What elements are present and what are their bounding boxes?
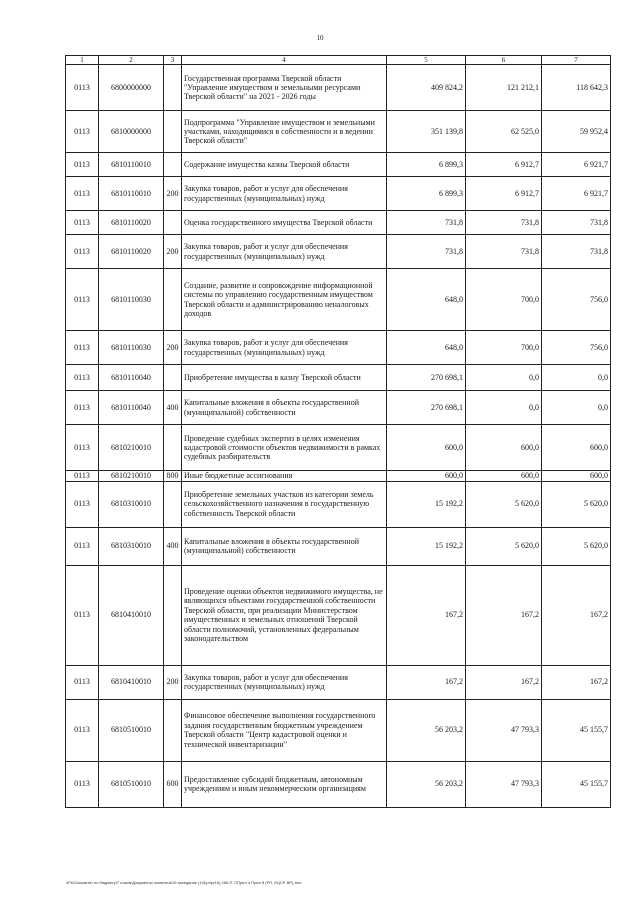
amount-2022-cell: 121 212,1 xyxy=(466,65,542,111)
amount-2021-cell: 351 139,8 xyxy=(387,111,466,153)
item-name-cell: Создание, развитие и сопровождение информационной системы по управлению государственным имуществом Тверской области и администрированию неналоговых доходов xyxy=(182,269,387,331)
target-code-cell: 6810110020 xyxy=(99,235,164,269)
column-header: 4 xyxy=(182,56,387,65)
table-row xyxy=(66,177,611,211)
amount-2021-cell: 6 899,3 xyxy=(387,177,466,211)
amount-2022-cell: 600,0 xyxy=(466,425,542,471)
amount-2021-cell: 409 824,2 xyxy=(387,65,466,111)
item-name-cell: Капитальные вложения в объекты государственной (муниципальной) собственности xyxy=(182,527,387,565)
target-code-cell: 6810210010 xyxy=(99,471,164,481)
amount-2021-cell: 600,0 xyxy=(387,425,466,471)
expense-type-cell: 800 xyxy=(164,471,182,481)
amount-2022-cell: 47 793,3 xyxy=(466,699,542,761)
table-row xyxy=(66,235,611,269)
section-cell: 0113 xyxy=(66,211,99,235)
target-code-cell: 6810310010 xyxy=(99,527,164,565)
table-row xyxy=(66,565,611,665)
amount-2023-cell: 600,0 xyxy=(542,471,611,481)
amount-2023-cell: 600,0 xyxy=(542,425,611,471)
amount-2022-cell: 700,0 xyxy=(466,331,542,365)
amount-2021-cell: 56 203,2 xyxy=(387,699,466,761)
item-name-cell: Оценка государственного имущества Тверской области xyxy=(182,211,387,235)
item-name-cell: Закупка товаров, работ и услуг для обеспечения государственных (муниципальных) нужд xyxy=(182,235,387,269)
item-name-cell: Финансовое обеспечение выполнения государственного задания государственным бюджетным учреждением Тверской области "Центр кадастровой оценки и технической инвентаризации" xyxy=(182,699,387,761)
section-cell: 0113 xyxy=(66,65,99,111)
expense-type-cell xyxy=(164,65,182,111)
target-code-cell: 6810110030 xyxy=(99,331,164,365)
amount-2022-cell: 5 620,0 xyxy=(466,481,542,527)
column-number-row xyxy=(66,56,611,65)
amount-2023-cell: 6 921,7 xyxy=(542,153,611,177)
target-code-cell: 6810110040 xyxy=(99,391,164,425)
table-row xyxy=(66,699,611,761)
amount-2023-cell: 0,0 xyxy=(542,365,611,391)
item-name-cell: Проведение оценки объектов недвижимого имущества, не являющихся объектами государственной собственности Тверской области, при реализации Министерством имущественных и земельных отношений Тверской области полномочий, установленных федеральным законодательством xyxy=(182,565,387,665)
section-cell: 0113 xyxy=(66,425,99,471)
section-cell: 0113 xyxy=(66,761,99,807)
target-code-cell: 6810110020 xyxy=(99,211,164,235)
expense-type-cell: 200 xyxy=(164,177,182,211)
section-cell: 0113 xyxy=(66,665,99,699)
amount-2022-cell: 0,0 xyxy=(466,365,542,391)
expense-type-cell: 400 xyxy=(164,391,182,425)
section-cell: 0113 xyxy=(66,331,99,365)
page-number: 10 xyxy=(316,34,324,42)
target-code-cell: 6810110030 xyxy=(99,269,164,331)
column-header: 6 xyxy=(466,56,542,65)
amount-2021-cell: 167,2 xyxy=(387,665,466,699)
expense-type-cell: 600 xyxy=(164,761,182,807)
target-code-cell: 6810410010 xyxy=(99,665,164,699)
target-code-cell: 6810310010 xyxy=(99,481,164,527)
section-cell: 0113 xyxy=(66,235,99,269)
item-name-cell: Иные бюджетные ассигнования xyxy=(182,471,387,481)
table-row xyxy=(66,471,611,481)
amount-2022-cell: 700,0 xyxy=(466,269,542,331)
target-code-cell: 6810110010 xyxy=(99,177,164,211)
section-cell: 0113 xyxy=(66,527,99,565)
amount-2023-cell: 731,8 xyxy=(542,211,611,235)
table-row xyxy=(66,481,611,527)
table-row xyxy=(66,211,611,235)
amount-2023-cell: 167,2 xyxy=(542,665,611,699)
amount-2023-cell: 731,8 xyxy=(542,235,611,269)
amount-2023-cell: 45 155,7 xyxy=(542,761,611,807)
column-header: 2 xyxy=(99,56,164,65)
item-name-cell: Проведение судебных экспертиз в целях изменения кадастровой стоимости объектов недвижимости в рамках судебных разбирательств xyxy=(182,425,387,471)
amount-2023-cell: 0,0 xyxy=(542,391,611,425)
item-name-cell: Государственная программа Тверской области "Управление имуществом и земельными ресурсами Тверской области" на 2021 - 2026 годы xyxy=(182,65,387,111)
amount-2023-cell: 5 620,0 xyxy=(542,481,611,527)
target-code-cell: 6810210010 xyxy=(99,425,164,471)
amount-2021-cell: 167,2 xyxy=(387,565,466,665)
item-name-cell: Предоставление субсидий бюджетным, автономным учреждениям и иным некоммерческим организациям xyxy=(182,761,387,807)
target-code-cell: 6810000000 xyxy=(99,111,164,153)
amount-2021-cell: 600,0 xyxy=(387,471,466,481)
expense-type-cell: 400 xyxy=(164,527,182,565)
table-body xyxy=(66,65,611,807)
target-code-cell: 6810410010 xyxy=(99,565,164,665)
target-code-cell: 6810510010 xyxy=(99,761,164,807)
amount-2021-cell: 56 203,2 xyxy=(387,761,466,807)
amount-2022-cell: 731,8 xyxy=(466,211,542,235)
table-row xyxy=(66,65,611,111)
expense-type-cell xyxy=(164,365,182,391)
target-code-cell: 6810510010 xyxy=(99,699,164,761)
table-row xyxy=(66,425,611,471)
expense-type-cell: 200 xyxy=(164,235,182,269)
expense-type-cell xyxy=(164,269,182,331)
section-cell: 0113 xyxy=(66,177,99,211)
amount-2023-cell: 59 952,4 xyxy=(542,111,611,153)
amount-2022-cell: 6 912,7 xyxy=(466,177,542,211)
column-header: 1 xyxy=(66,56,99,65)
table-row xyxy=(66,665,611,699)
table-row xyxy=(66,761,611,807)
amount-2023-cell: 118 642,3 xyxy=(542,65,611,111)
amount-2021-cell: 648,0 xyxy=(387,269,466,331)
amount-2021-cell: 648,0 xyxy=(387,331,466,365)
amount-2022-cell: 47 793,3 xyxy=(466,761,542,807)
amount-2022-cell: 167,2 xyxy=(466,565,542,665)
amount-2021-cell: 270 698,1 xyxy=(387,365,466,391)
table-row xyxy=(66,527,611,565)
section-cell: 0113 xyxy=(66,471,99,481)
item-name-cell: Содержание имущества казны Тверской области xyxy=(182,153,387,177)
budget-table xyxy=(65,55,611,808)
expense-type-cell xyxy=(164,699,182,761)
amount-2022-cell: 62 525,0 xyxy=(466,111,542,153)
table-row xyxy=(66,111,611,153)
amount-2022-cell: 0,0 xyxy=(466,391,542,425)
amount-2023-cell: 45 155,7 xyxy=(542,699,611,761)
item-name-cell: Приобретение земельных участков из категории земель сельскохозяйственного назначения в государственную собственность Тверской области xyxy=(182,481,387,527)
expense-type-cell xyxy=(164,211,182,235)
table-row xyxy=(66,365,611,391)
table-row xyxy=(66,391,611,425)
amount-2021-cell: 6 899,3 xyxy=(387,153,466,177)
amount-2022-cell: 731,8 xyxy=(466,235,542,269)
column-header: 5 xyxy=(387,56,466,65)
amount-2021-cell: 731,8 xyxy=(387,235,466,269)
amount-2022-cell: 5 620,0 xyxy=(466,527,542,565)
section-cell: 0113 xyxy=(66,391,99,425)
column-header: 3 xyxy=(164,56,182,65)
amount-2022-cell: 167,2 xyxy=(466,665,542,699)
section-cell: 0113 xyxy=(66,481,99,527)
amount-2022-cell: 600,0 xyxy=(466,471,542,481)
section-cell: 0113 xyxy=(66,111,99,153)
expense-type-cell xyxy=(164,111,182,153)
amount-2023-cell: 756,0 xyxy=(542,331,611,365)
amount-2021-cell: 15 192,2 xyxy=(387,527,466,565)
target-code-cell: 6810110040 xyxy=(99,365,164,391)
amount-2021-cell: 15 192,2 xyxy=(387,481,466,527)
expense-type-cell xyxy=(164,481,182,527)
target-code-cell: 6810110010 xyxy=(99,153,164,177)
section-cell: 0113 xyxy=(66,565,99,665)
table-row xyxy=(66,153,611,177)
expense-type-cell xyxy=(164,565,182,665)
amount-2023-cell: 6 921,7 xyxy=(542,177,611,211)
section-cell: 0113 xyxy=(66,269,99,331)
item-name-cell: Приобретение имущества в казну Тверской области xyxy=(182,365,387,391)
table-row xyxy=(66,269,611,331)
item-name-cell: Закупка товаров, работ и услуг для обеспечения государственных (муниципальных) нужд xyxy=(182,177,387,211)
item-name-cell: Закупка товаров, работ и услуг для обеспечения государственных (муниципальных) нужд xyxy=(182,331,387,365)
section-cell: 0113 xyxy=(66,153,99,177)
column-header: 7 xyxy=(542,56,611,65)
amount-2021-cell: 731,8 xyxy=(387,211,466,235)
file-path-footer: \\Fs01\комитет по бюджету\7 созыв\Документы комитета\16 заседание (10)\pr\pr16) 265-П-7\Прил 4 Прил 8 (РП, КЦСР, ВР).xlsx xyxy=(66,880,302,885)
section-cell: 0113 xyxy=(66,699,99,761)
table-row xyxy=(66,331,611,365)
amount-2022-cell: 6 912,7 xyxy=(466,153,542,177)
item-name-cell: Подпрограмма "Управление имуществом и земельными участками, находящимися в собственности и в ведении Тверской области" xyxy=(182,111,387,153)
amount-2021-cell: 270 698,1 xyxy=(387,391,466,425)
item-name-cell: Закупка товаров, работ и услуг для обеспечения государственных (муниципальных) нужд xyxy=(182,665,387,699)
expense-type-cell xyxy=(164,425,182,471)
target-code-cell: 6800000000 xyxy=(99,65,164,111)
amount-2023-cell: 756,0 xyxy=(542,269,611,331)
amount-2023-cell: 167,2 xyxy=(542,565,611,665)
section-cell: 0113 xyxy=(66,365,99,391)
item-name-cell: Капитальные вложения в объекты государственной (муниципальной) собственности xyxy=(182,391,387,425)
amount-2023-cell: 5 620,0 xyxy=(542,527,611,565)
expense-type-cell: 200 xyxy=(164,665,182,699)
expense-type-cell: 200 xyxy=(164,331,182,365)
expense-type-cell xyxy=(164,153,182,177)
